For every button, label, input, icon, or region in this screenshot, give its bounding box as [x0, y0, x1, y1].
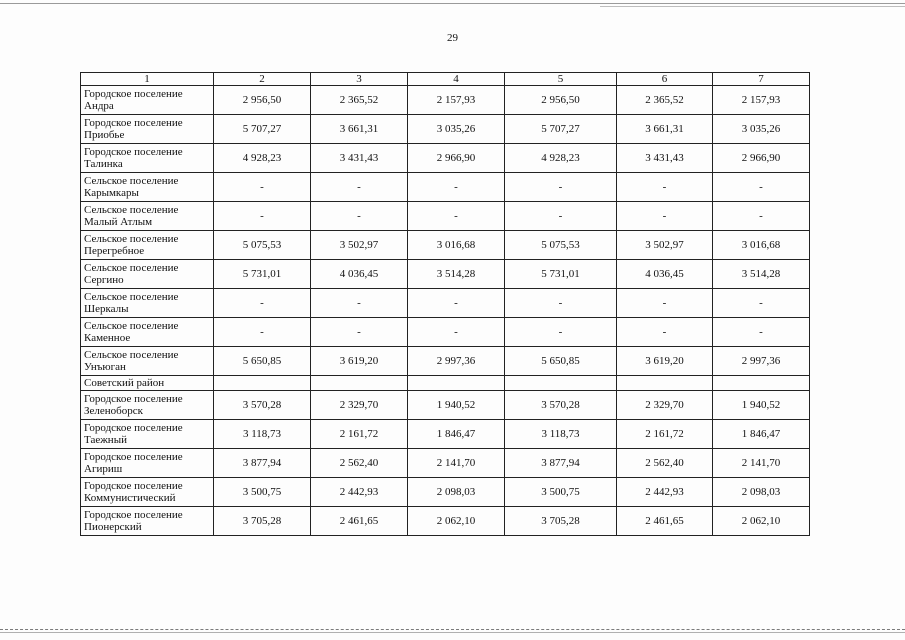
value-cell: - [617, 289, 713, 318]
value-cell: - [713, 318, 810, 347]
value-cell: 4 036,45 [617, 260, 713, 289]
settlement-name-cell: Городское поселение Таежный [81, 420, 214, 449]
table-row [81, 347, 810, 376]
value-cell: 3 514,28 [713, 260, 810, 289]
value-cell: 2 161,72 [311, 420, 408, 449]
value-cell: 3 016,68 [408, 231, 505, 260]
table-row [81, 289, 810, 318]
table-row [81, 260, 810, 289]
scan-edge-bottom-secondary [0, 632, 905, 633]
value-cell: 2 966,90 [713, 144, 810, 173]
value-cell: 3 035,26 [713, 115, 810, 144]
value-cell: 2 461,65 [617, 507, 713, 536]
value-cell: 3 570,28 [214, 391, 311, 420]
table-row [81, 420, 810, 449]
value-cell: 3 661,31 [311, 115, 408, 144]
page-number: 29 [447, 32, 458, 44]
table-row [81, 144, 810, 173]
value-cell: 2 098,03 [408, 478, 505, 507]
value-cell: 3 502,97 [311, 231, 408, 260]
value-cell: - [408, 289, 505, 318]
section-row [81, 376, 810, 391]
data-table [80, 72, 810, 536]
value-cell: - [505, 202, 617, 231]
value-cell: - [311, 202, 408, 231]
scan-edge-bottom [0, 629, 905, 630]
value-cell: 3 431,43 [311, 144, 408, 173]
column-header: 5 [505, 73, 617, 86]
settlement-name-cell: Сельское поселение Перегребное [81, 231, 214, 260]
table-row [81, 202, 810, 231]
value-cell [311, 376, 408, 391]
value-cell: 3 877,94 [214, 449, 311, 478]
value-cell: - [713, 202, 810, 231]
value-cell: 3 118,73 [505, 420, 617, 449]
value-cell: 3 514,28 [408, 260, 505, 289]
value-cell: 2 966,90 [408, 144, 505, 173]
value-cell: 4 928,23 [214, 144, 311, 173]
table-body [81, 86, 810, 536]
value-cell: 5 731,01 [214, 260, 311, 289]
value-cell: 2 157,93 [408, 86, 505, 115]
table-row [81, 86, 810, 115]
value-cell: 3 118,73 [214, 420, 311, 449]
value-cell: - [505, 173, 617, 202]
settlement-name-cell: Городское поселение Талинка [81, 144, 214, 173]
value-cell: - [617, 202, 713, 231]
value-cell: 4 036,45 [311, 260, 408, 289]
value-cell: - [311, 289, 408, 318]
value-cell: 3 619,20 [311, 347, 408, 376]
value-cell: 1 940,52 [408, 391, 505, 420]
value-cell: 1 846,47 [713, 420, 810, 449]
table-row [81, 231, 810, 260]
value-cell: 5 707,27 [505, 115, 617, 144]
header-row [81, 73, 810, 86]
value-cell: 2 062,10 [713, 507, 810, 536]
value-cell: - [214, 289, 311, 318]
value-cell: 2 161,72 [617, 420, 713, 449]
value-cell: 2 562,40 [311, 449, 408, 478]
value-cell: 3 016,68 [713, 231, 810, 260]
column-header: 4 [408, 73, 505, 86]
value-cell: 2 562,40 [617, 449, 713, 478]
settlement-name-cell: Сельское поселение Малый Атлым [81, 202, 214, 231]
settlement-name-cell: Сельское поселение Карымкары [81, 173, 214, 202]
value-cell: 4 928,23 [505, 144, 617, 173]
table-row [81, 449, 810, 478]
value-cell: 2 365,52 [617, 86, 713, 115]
settlement-name-cell: Городское поселение Приобье [81, 115, 214, 144]
value-cell: 5 075,53 [505, 231, 617, 260]
settlement-name-cell: Сельское поселение Каменное [81, 318, 214, 347]
value-cell: 5 650,85 [505, 347, 617, 376]
value-cell: 2 141,70 [408, 449, 505, 478]
value-cell: 3 570,28 [505, 391, 617, 420]
value-cell: - [713, 289, 810, 318]
column-header: 6 [617, 73, 713, 86]
value-cell [713, 376, 810, 391]
value-cell [214, 376, 311, 391]
value-cell: 3 661,31 [617, 115, 713, 144]
value-cell: 2 461,65 [311, 507, 408, 536]
value-cell: - [713, 173, 810, 202]
value-cell: - [214, 318, 311, 347]
value-cell: 3 705,28 [214, 507, 311, 536]
scan-edge-top [0, 3, 905, 4]
value-cell: - [214, 202, 311, 231]
value-cell: - [505, 289, 617, 318]
value-cell: - [505, 318, 617, 347]
value-cell: - [214, 173, 311, 202]
table-row [81, 507, 810, 536]
value-cell: 5 650,85 [214, 347, 311, 376]
table-row [81, 173, 810, 202]
value-cell: - [408, 202, 505, 231]
value-cell [505, 376, 617, 391]
value-cell: 3 619,20 [617, 347, 713, 376]
value-cell: 1 846,47 [408, 420, 505, 449]
table-row [81, 318, 810, 347]
settlement-name-cell: Городское поселение Пионерский [81, 507, 214, 536]
scan-edge-top-secondary [600, 6, 905, 7]
value-cell: 2 365,52 [311, 86, 408, 115]
column-header: 1 [81, 73, 214, 86]
value-cell: 3 502,97 [617, 231, 713, 260]
column-header: 7 [713, 73, 810, 86]
value-cell: - [311, 173, 408, 202]
value-cell: 2 442,93 [311, 478, 408, 507]
value-cell [408, 376, 505, 391]
value-cell: 2 329,70 [311, 391, 408, 420]
settlement-name-cell: Сельское поселение Сергино [81, 260, 214, 289]
value-cell: 3 500,75 [505, 478, 617, 507]
value-cell: 5 075,53 [214, 231, 311, 260]
value-cell: 3 035,26 [408, 115, 505, 144]
value-cell: 5 731,01 [505, 260, 617, 289]
value-cell: 5 707,27 [214, 115, 311, 144]
column-header: 3 [311, 73, 408, 86]
value-cell: - [617, 173, 713, 202]
table-row [81, 115, 810, 144]
value-cell: 3 431,43 [617, 144, 713, 173]
value-cell [617, 376, 713, 391]
value-cell: 2 956,50 [505, 86, 617, 115]
settlement-name-cell: Городское поселение Агириш [81, 449, 214, 478]
table-row [81, 391, 810, 420]
column-header: 2 [214, 73, 311, 86]
value-cell: 2 329,70 [617, 391, 713, 420]
value-cell: - [617, 318, 713, 347]
section-name-cell: Советский район [81, 376, 214, 391]
value-cell: - [408, 318, 505, 347]
value-cell: 3 705,28 [505, 507, 617, 536]
value-cell: 3 500,75 [214, 478, 311, 507]
value-cell: 2 997,36 [408, 347, 505, 376]
value-cell: 1 940,52 [713, 391, 810, 420]
value-cell: 3 877,94 [505, 449, 617, 478]
value-cell: 2 098,03 [713, 478, 810, 507]
value-cell: 2 997,36 [713, 347, 810, 376]
settlement-name-cell: Городское поселение Андра [81, 86, 214, 115]
value-cell: 2 956,50 [214, 86, 311, 115]
value-cell: 2 442,93 [617, 478, 713, 507]
settlement-name-cell: Сельское поселение Унъюган [81, 347, 214, 376]
settlement-name-cell: Сельское поселение Шеркалы [81, 289, 214, 318]
value-cell: 2 157,93 [713, 86, 810, 115]
value-cell: - [311, 318, 408, 347]
settlement-name-cell: Городское поселение Зеленоборск [81, 391, 214, 420]
settlement-name-cell: Городское поселение Коммунистический [81, 478, 214, 507]
value-cell: - [408, 173, 505, 202]
table-row [81, 478, 810, 507]
value-cell: 2 141,70 [713, 449, 810, 478]
value-cell: 2 062,10 [408, 507, 505, 536]
